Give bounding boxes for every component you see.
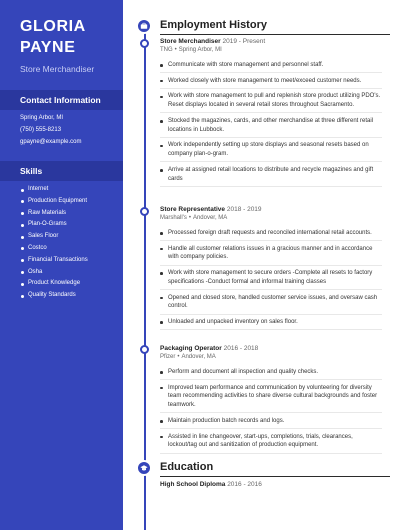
job-company: Marshall's — [160, 215, 187, 221]
skill-item: Production Equipment — [20, 196, 88, 208]
education-entry — [160, 481, 262, 488]
job-bullet: Perform and document all inspection and quality checks. — [160, 368, 382, 380]
job-bullet: Work with store management to secure orders -Complete all resets to factory specifications -Conduct formal and informal training classes — [160, 269, 382, 290]
job-company-line: Marshall's • Andover, MA — [160, 215, 228, 221]
job-bullet: Work independently setting up store displays and seasonal resets based on company plan-o-gram. — [160, 141, 382, 162]
last-name: PAYNE — [20, 39, 76, 56]
job-title: Store Merchandiser — [160, 38, 221, 45]
job-bullet: Improved team performance and communication by volunteering for diversity team recommending activities to share diverse cultural backgrounds and foster teamwork. — [160, 384, 382, 414]
skill-item: Product Knowledge — [20, 278, 88, 290]
education-dates: 2016 - 2016 — [227, 481, 262, 488]
job-bullet: Arrive at assigned retail locations to distribute and recycle magazines and gift cards — [160, 166, 382, 187]
job-dates: 2018 - 2019 — [226, 206, 262, 213]
job-entry — [160, 206, 382, 334]
graduation-cap-icon — [136, 460, 152, 476]
job-bullet: Maintain production batch records and logs. — [160, 417, 382, 429]
education-heading: Education — [160, 461, 214, 473]
job-bullet: Communicate with store management and personnel staff. — [160, 61, 382, 73]
job-bullets — [160, 229, 382, 330]
contact-location: Spring Arbor, MI — [20, 115, 64, 121]
job-company: TNG — [160, 47, 173, 53]
skill-item: Sales Floor — [20, 231, 88, 243]
skill-item: Costco — [20, 243, 88, 255]
skill-item: Quality Standards — [20, 290, 88, 302]
timeline-line — [144, 26, 146, 530]
job-title: Store Representative — [160, 206, 226, 213]
job-bullet: Stocked the magazines, cards, and other merchandise at three different retail locations in Lubbock. — [160, 117, 382, 138]
job-title-line — [160, 345, 382, 352]
employment-divider — [160, 34, 390, 35]
job-bullet: Assisted in line changeover, start-ups, completions, trials, clearances, lockout/tag out and sanitization of production equipment. — [160, 433, 382, 454]
timeline-dot — [140, 207, 149, 216]
first-name: GLORIA — [20, 18, 86, 35]
job-bullet: Unloaded and unpacked inventory on sales floor. — [160, 318, 382, 330]
job-location: Spring Arbor, MI — [178, 47, 222, 53]
skill-item: Raw Materials — [20, 208, 88, 220]
job-title-line — [160, 38, 382, 45]
job-bullets — [160, 368, 382, 454]
skill-item: Financial Transactions — [20, 255, 88, 267]
contact-email[interactable]: gpayne@example.com — [20, 139, 82, 145]
skill-item: Osha — [20, 267, 88, 279]
employment-heading: Employment History — [160, 19, 267, 31]
job-dates: 2019 - Present — [222, 38, 266, 45]
job-company-line: Pfizer • Andover, MA — [160, 354, 216, 360]
job-entry — [160, 345, 382, 457]
job-bullet: Opened and closed store, handled customer service issues, and oversaw cash control. — [160, 294, 382, 315]
job-bullet: Processed foreign draft requests and reconciled international retail accounts. — [160, 229, 382, 241]
job-location: Andover, MA — [192, 215, 228, 221]
timeline-dot — [140, 39, 149, 48]
skills-heading: Skills — [0, 161, 123, 181]
briefcase-icon — [136, 18, 152, 34]
skill-item: Internet — [20, 184, 88, 196]
job-title-line — [160, 206, 382, 213]
candidate-name — [20, 16, 86, 58]
job-company: Pfizer — [160, 354, 176, 360]
job-bullet: Worked closely with store management to meet/exceed customer needs. — [160, 77, 382, 89]
skills-list — [20, 184, 88, 302]
job-location: Andover, MA — [181, 354, 216, 360]
job-company-line: TNG • Spring Arbor, MI — [160, 47, 222, 53]
job-title: Packaging Operator — [160, 345, 222, 352]
sidebar — [0, 0, 123, 530]
contact-heading: Contact Information — [0, 90, 123, 110]
job-entry — [160, 38, 382, 190]
skill-item: Plan-O-Grams — [20, 219, 88, 231]
candidate-role: Store Merchandiser — [20, 64, 95, 74]
job-bullet: Handle all customer relations issues in a gracious manner and in accordance with company policies. — [160, 245, 382, 266]
education-degree: High School Diploma — [160, 481, 226, 488]
timeline-dot — [140, 345, 149, 354]
contact-phone: (750) 555-8213 — [20, 127, 62, 133]
job-bullets — [160, 61, 382, 187]
job-bullet: Work with store management to pull and replenish store product utilizing PDO's. Reset displays located in several retail stores throughout Sacramento. — [160, 92, 382, 113]
job-dates: 2016 - 2018 — [223, 345, 259, 352]
education-divider — [160, 476, 390, 477]
